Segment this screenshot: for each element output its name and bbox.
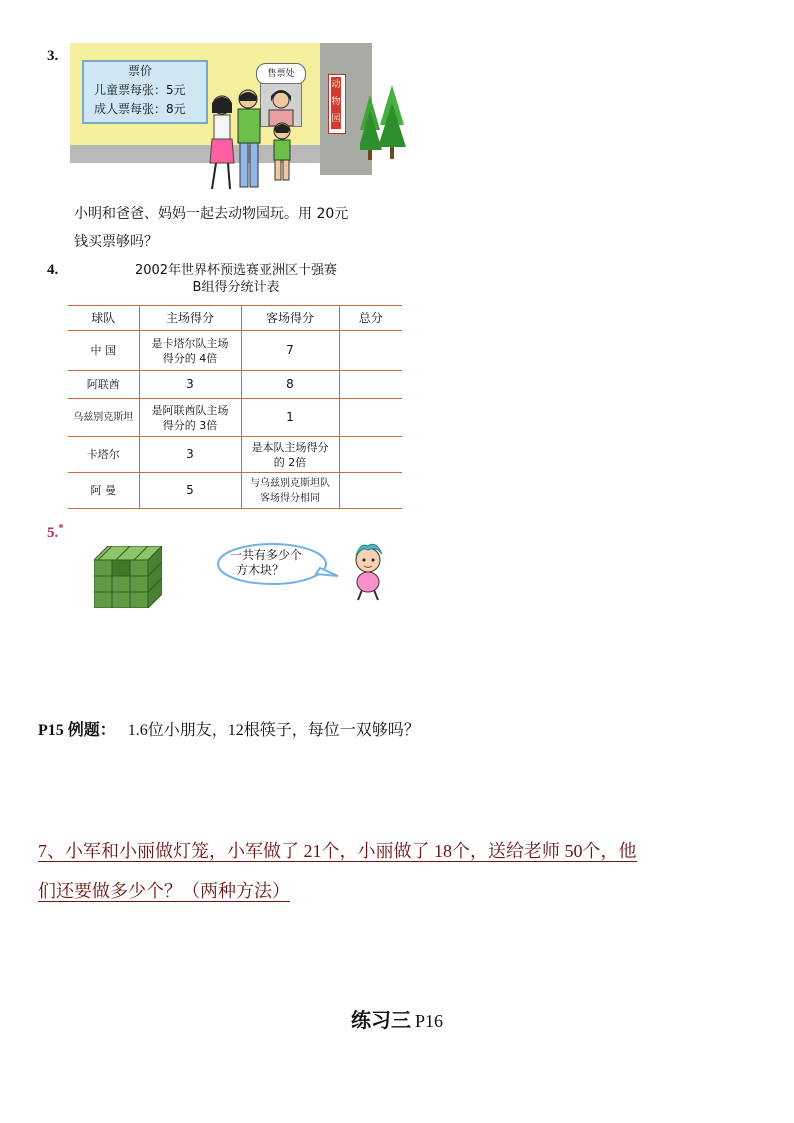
away-cell: 8 bbox=[241, 371, 339, 399]
speech-bubble-line-1: 一共有多少个 bbox=[230, 548, 303, 562]
table-title bbox=[70, 262, 402, 296]
table-title-line-2: B组得分统计表 bbox=[192, 280, 280, 295]
team-cell: 卡塔尔 bbox=[68, 437, 139, 473]
home-cell: 3 bbox=[139, 437, 241, 473]
team-cell: 阿 曼 bbox=[68, 473, 139, 509]
away-cell: 7 bbox=[241, 331, 339, 371]
section-title bbox=[0, 1004, 794, 1033]
p15-example bbox=[38, 717, 420, 740]
ticket-booth-illustration bbox=[70, 43, 410, 195]
family-people-icon bbox=[200, 89, 320, 195]
header-home: 主场得分 bbox=[139, 306, 241, 331]
question-3-text bbox=[74, 200, 414, 256]
speech-bubble-text bbox=[230, 548, 302, 578]
question-3-number: 3. bbox=[47, 48, 59, 64]
price-child: 儿童票每张：5元 bbox=[94, 83, 186, 97]
speech-bubble-line-2: 方木块？ bbox=[236, 563, 285, 577]
table-row bbox=[68, 473, 402, 509]
total-cell[interactable] bbox=[339, 399, 402, 437]
price-board-title: 票价 bbox=[128, 64, 153, 78]
total-cell[interactable] bbox=[339, 437, 402, 473]
ticket-office-sign: 售票处 bbox=[256, 63, 306, 85]
p15-label: P15 例题： bbox=[38, 722, 116, 739]
question-3-line-2: 钱买票够吗？ bbox=[74, 234, 158, 250]
table-title-line-1: 2002年世界杯预选赛亚洲区十强赛 bbox=[134, 263, 338, 278]
zoo-plaque bbox=[328, 74, 346, 134]
header-team: 球队 bbox=[68, 306, 139, 331]
question-7-line-1: 7、小军和小丽做灯笼，小军做了 21个，小丽做了 18个，送给老师 50个，他 bbox=[38, 841, 637, 861]
cube-blocks-icon bbox=[94, 546, 162, 608]
table-row bbox=[68, 371, 402, 399]
table-row bbox=[68, 331, 402, 371]
home-cell: 5 bbox=[139, 473, 241, 509]
price-board bbox=[82, 60, 208, 124]
cartoon-child-icon bbox=[346, 540, 392, 602]
price-adult: 成人票每张：8元 bbox=[94, 102, 186, 116]
table-header-row bbox=[68, 306, 402, 331]
total-cell[interactable] bbox=[339, 371, 402, 399]
header-away: 客场得分 bbox=[241, 306, 339, 331]
team-cell: 乌兹别克斯坦 bbox=[68, 399, 139, 437]
total-cell[interactable] bbox=[339, 473, 402, 509]
team-cell: 阿联酋 bbox=[68, 371, 139, 399]
table-row bbox=[68, 399, 402, 437]
question-7 bbox=[38, 831, 758, 911]
away-cell: 与乌兹别克斯坦队客场得分相同 bbox=[241, 473, 339, 509]
question-4-number: 4. bbox=[47, 262, 59, 278]
question-3-line-1: 小明和爸爸、妈妈一起去动物园玩。用 20元 bbox=[74, 206, 349, 222]
table-row bbox=[68, 437, 402, 473]
zoo-plaque-text: 动物园 bbox=[331, 77, 341, 129]
speech-bubble bbox=[216, 542, 334, 590]
home-cell: 是阿联酋队主场得分的 3倍 bbox=[139, 399, 241, 437]
header-total: 总分 bbox=[339, 306, 402, 331]
question-7-line-2: 们还要做多少个？（两种方法） bbox=[38, 881, 290, 901]
question-5-star: * bbox=[58, 522, 64, 534]
question-5-number bbox=[47, 522, 64, 542]
trees-icon bbox=[360, 75, 410, 165]
question-5-number-text: 5. bbox=[47, 525, 59, 541]
team-cell: 中 国 bbox=[68, 331, 139, 371]
total-cell[interactable] bbox=[339, 331, 402, 371]
home-cell: 是卡塔尔队主场得分的 4倍 bbox=[139, 331, 241, 371]
home-cell: 3 bbox=[139, 371, 241, 399]
away-cell: 是本队主场得分的 2倍 bbox=[241, 437, 339, 473]
section-page-number: P16 bbox=[414, 1011, 443, 1031]
score-table bbox=[68, 305, 402, 509]
section-title-text: 练习三 bbox=[350, 1010, 411, 1032]
p15-text: 1.6位小朋友，12根筷子，每位一双够吗？ bbox=[127, 722, 420, 739]
away-cell: 1 bbox=[241, 399, 339, 437]
